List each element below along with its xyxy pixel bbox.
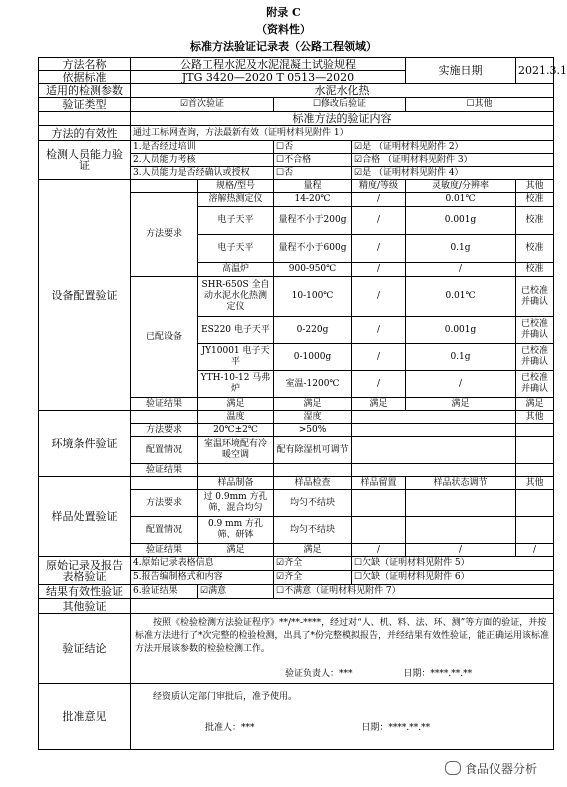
equipment-cell: 0.1g xyxy=(406,235,516,263)
sample-cell xyxy=(352,490,406,517)
personnel-q1-yes[interactable]: ☑是 （证明材料见附件 2） xyxy=(352,141,554,154)
conclusion-text: 按照《检验检测方法验证程序》**/**-****，经过对“人、机、料、法、环、测”等方面的验证，并按标准方法进行了*次完整的检验检测，出具了*份完整模拟报告，并经结果有效性验证，能正确运用该标准方法开展该参数的检验检测工作。 xyxy=(135,618,550,654)
approval-signer: 批准人：*** xyxy=(205,723,255,733)
effective-date-value: 2021.3.1 xyxy=(516,58,554,84)
equipment-cell: 校准 xyxy=(516,235,554,263)
equipment-cell: 0.001g xyxy=(406,207,516,235)
equipment-result: 满足 xyxy=(352,398,406,411)
sample-res-label: 验证结果 xyxy=(131,544,198,557)
equipment-cell: 已校准并确认 xyxy=(516,371,554,398)
sample-req-label: 方法要求 xyxy=(131,490,198,517)
equipment-cell: 0-220g xyxy=(274,317,352,344)
sample-cell: 满足 xyxy=(274,544,352,557)
approval-text: 经资质认定部门审批后，准予使用。 xyxy=(153,692,298,702)
sample-cfg-label: 配置情况 xyxy=(131,517,198,544)
equipment-cell: 量程不小于600g xyxy=(274,235,352,263)
equipment-cell: / xyxy=(352,207,406,235)
result-satisfied-checkbox[interactable]: ☑满意 xyxy=(198,585,274,599)
verification-type-label: 验证类型 xyxy=(39,98,131,112)
equipment-result: 满足 xyxy=(406,398,516,411)
environment-cell xyxy=(516,437,554,464)
equipment-cell: 校准 xyxy=(516,207,554,235)
sample-label: 样品处置验证 xyxy=(39,477,131,557)
sample-cell: / xyxy=(406,544,516,557)
equipment-header: 规格/型号 xyxy=(198,180,274,193)
result-validity-label: 结果有效性验证 xyxy=(39,585,131,599)
equipment-cell: 溶解热测定仪 xyxy=(198,193,274,207)
equipment-cell: 高温炉 xyxy=(198,263,274,277)
environment-cell: >50% xyxy=(274,424,352,437)
environment-cell: 配有除湿机可调节 xyxy=(274,437,352,464)
equipment-cell: 已校准并确认 xyxy=(516,277,554,317)
equipment-cell: 10-100℃ xyxy=(274,277,352,317)
personnel-q2-fail[interactable]: ☐不合格 xyxy=(274,154,352,167)
equipment-cell: / xyxy=(352,317,406,344)
equipment-cell: / xyxy=(406,371,516,398)
equipment-result-label: 验证结果 xyxy=(131,398,198,411)
sample-cell: / xyxy=(516,544,554,557)
sample-cell xyxy=(516,490,554,517)
records-q4: 4.原始记录表格信息 xyxy=(131,557,274,571)
environment-cell xyxy=(516,464,554,477)
equipment-cell: 已校准并确认 xyxy=(516,344,554,371)
records-q5-lacking[interactable]: ☐欠缺（证明材料见附件 6） xyxy=(352,571,554,585)
equipment-cell: / xyxy=(352,344,406,371)
personnel-q1-no[interactable]: ☐否 xyxy=(274,141,352,154)
personnel-q3-yes[interactable]: ☑是 （证明材料见附件 4） xyxy=(352,167,554,180)
sample-header: 其他 xyxy=(516,477,554,490)
sample-cell xyxy=(406,490,516,517)
equipment-cell: / xyxy=(352,193,406,207)
basis-standard-label: 依据标准 xyxy=(39,71,131,84)
sample-header: 样品检查 xyxy=(274,477,352,490)
sample-cell: 均匀不结块 xyxy=(274,517,352,544)
verification-form-table xyxy=(38,57,567,750)
sample-cell: 过 0.9mm 方孔筛，混合均匀 xyxy=(198,490,274,517)
sample-header: 样品留置 xyxy=(352,477,406,490)
equipment-cell: 0-1000g xyxy=(274,344,352,371)
equipment-cell: 校准 xyxy=(516,193,554,207)
equipment-cell: / xyxy=(406,263,516,277)
sample-cell: 均匀不结块 xyxy=(274,490,352,517)
personnel-q3: 3.人员能力是否经确认或授权 xyxy=(131,167,274,180)
environment-req-label: 方法要求 xyxy=(131,424,198,437)
personnel-q3-no[interactable]: ☐否 xyxy=(274,167,352,180)
equipment-cell: YTH-10-12 马弗炉 xyxy=(198,371,274,398)
conclusion-date: 日期：****.**.** xyxy=(403,669,473,679)
environment-cfg-label: 配置情况 xyxy=(131,437,198,464)
environment-header: 湿度 xyxy=(274,411,352,424)
sample-cell xyxy=(516,517,554,544)
sample-header: 样品制备 xyxy=(198,477,274,490)
records-label: 原始记录及报告表格验证 xyxy=(39,557,131,585)
equipment-cell: 0.001g xyxy=(406,317,516,344)
environment-header: 其他 xyxy=(516,411,554,424)
equipment-header: 量程 xyxy=(274,180,352,193)
environment-cell: 室温环境配有冷暖空调 xyxy=(198,437,274,464)
basis-standard-value: JTG 3420—2020 T 0513—2020 xyxy=(131,71,406,84)
equipment-cell: 校准 xyxy=(516,263,554,277)
environment-header: 温度 xyxy=(198,411,274,424)
equipment-result: 满足 xyxy=(274,398,352,411)
sample-cell xyxy=(406,517,516,544)
sample-cell: / xyxy=(352,544,406,557)
method-name-label: 方法名称 xyxy=(39,58,131,71)
equipment-cell: / xyxy=(352,235,406,263)
equipment-cell: ES220 电子天平 xyxy=(198,317,274,344)
equipment-method-label: 方法要求 xyxy=(131,193,198,277)
records-q4-lacking[interactable]: ☐欠缺（证明材料见附件 5） xyxy=(352,557,554,571)
equipment-cell: / xyxy=(352,277,406,317)
type-first-checkbox[interactable]: ☑首次验证 xyxy=(131,98,274,112)
records-q5-complete[interactable]: ☑齐全 xyxy=(274,571,352,585)
equipment-cell: 电子天平 xyxy=(198,207,274,235)
conclusion-signer: 验证负责人：*** xyxy=(285,669,353,679)
result-validity-q6: 6.验证结果 xyxy=(131,585,198,599)
equipment-cell: 量程不小于200g xyxy=(274,207,352,235)
approval-label: 批准意见 xyxy=(39,684,131,750)
form-title: 标准方法验证记录表（公路工程领域） xyxy=(190,40,377,53)
equipment-cell: SHR-650S 全自动水泥水化热测定仪 xyxy=(198,277,274,317)
equipment-cell: 电子天平 xyxy=(198,235,274,263)
appendix-note: （资料性） xyxy=(256,23,311,36)
sample-cell: 满足 xyxy=(198,544,274,557)
other-verification-value xyxy=(131,599,554,614)
conclusion-label: 验证结论 xyxy=(39,614,131,684)
environment-cell xyxy=(274,464,352,477)
personnel-label: 检测人员能力验证 xyxy=(39,141,131,180)
watermark: 食品仪器分析 xyxy=(445,760,537,777)
equipment-cell: 0.01℃ xyxy=(406,277,516,317)
effective-date-label: 实施日期 xyxy=(406,58,516,84)
equipment-cell: 14-20℃ xyxy=(274,193,352,207)
environment-res-label: 验证结果 xyxy=(131,464,198,477)
method-name-value: 公路工程水泥及水泥混凝土试验规程 xyxy=(131,58,406,71)
equipment-header: 精度/等级 xyxy=(352,180,406,193)
type-modified-checkbox[interactable]: ☐修改后验证 xyxy=(274,98,406,112)
environment-cell xyxy=(516,424,554,437)
environment-cell xyxy=(198,464,274,477)
validity-value: 通过工标网查询，方法最新有效（证明材料见附件 1） xyxy=(131,126,554,141)
equipment-config-label: 已配设备 xyxy=(131,277,198,398)
records-q5: 5.报告编制格式和内容 xyxy=(131,571,274,585)
equipment-cell: 已校准并确认 xyxy=(516,317,554,344)
result-unsatisfied-checkbox[interactable]: ☐不满意（证明材料见附件 7） xyxy=(274,585,554,599)
equipment-header: 灵敏度/分辨率 xyxy=(406,180,516,193)
test-parameter-value: 水泥水化热 xyxy=(131,84,554,98)
equipment-result: 满足 xyxy=(516,398,554,411)
approval-date: 日期：****.**.** xyxy=(361,723,431,733)
appendix-heading: 附录 C xyxy=(266,6,301,19)
wechat-icon xyxy=(445,761,461,775)
test-parameter-label: 适用的检测参数 xyxy=(39,84,131,98)
equipment-label: 设备配置验证 xyxy=(39,180,131,411)
personnel-q1: 1.是否经过培训 xyxy=(131,141,274,154)
equipment-header: 其他 xyxy=(516,180,554,193)
other-verification-label: 其他验证 xyxy=(39,599,131,614)
equipment-cell: JY10001 电子天平 xyxy=(198,344,274,371)
equipment-cell: 室温-1200℃ xyxy=(274,371,352,398)
equipment-cell: 0.01℃ xyxy=(406,193,516,207)
equipment-cell: 0.1g xyxy=(406,344,516,371)
equipment-result: 满足 xyxy=(198,398,274,411)
sample-cell xyxy=(352,517,406,544)
personnel-q2: 2.人员能力考核 xyxy=(131,154,274,167)
sample-header: 样品状态调节 xyxy=(406,477,516,490)
equipment-cell: 900-950℃ xyxy=(274,263,352,277)
type-other-checkbox[interactable]: ☐其他 xyxy=(406,98,554,112)
environment-cell: 20℃±2℃ xyxy=(198,424,274,437)
section-title: 标准方法的验证内容 xyxy=(131,112,554,126)
sample-cell: 0.9 mm 方孔筛、研钵 xyxy=(198,517,274,544)
equipment-cell: / xyxy=(352,371,406,398)
equipment-cell: / xyxy=(352,263,406,277)
personnel-q2-pass[interactable]: ☑合格 （证明材料见附件 3） xyxy=(352,154,554,167)
validity-label: 方法的有效性 xyxy=(39,126,131,141)
environment-label: 环境条件验证 xyxy=(39,411,131,477)
records-q4-complete[interactable]: ☑齐全 xyxy=(274,557,352,571)
